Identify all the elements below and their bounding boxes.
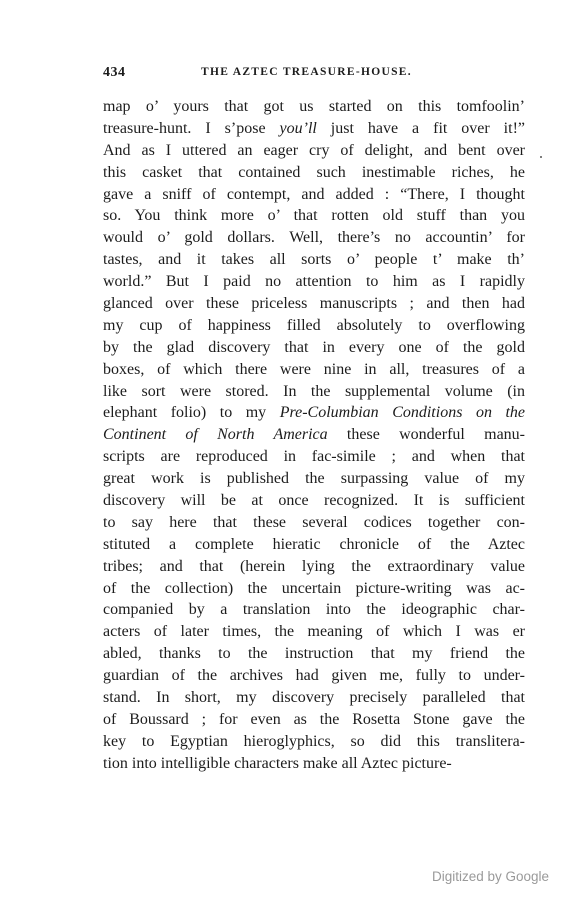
text-line — [103, 578, 525, 600]
text-line-segment: boxes, of which there were nine in all, treasures of a — [103, 360, 525, 378]
text-line-segment: discovery will be at once recognized. It is sufficient — [103, 492, 525, 510]
text-line-segment: of Boussard ; for even as the Rosetta Stone gave the — [103, 710, 525, 728]
text-line-segment: companied by a translation into the ideographic char- — [103, 601, 525, 619]
text-line — [103, 621, 525, 643]
page-number: 434 — [103, 65, 126, 80]
text-line — [103, 184, 525, 206]
text-line-segment: so. You think more o’ that rotten old stuff than you — [103, 207, 525, 225]
text-line — [103, 162, 525, 184]
text-line — [103, 468, 525, 490]
text-line — [103, 512, 525, 534]
text-line-segment: acters of later times, the meaning of which I was er — [103, 623, 525, 641]
text-line — [103, 424, 525, 446]
text-line — [103, 753, 525, 775]
text-line-segment: tastes, and it takes all sorts o’ people t’ make th’ — [103, 251, 525, 269]
text-line — [103, 293, 525, 315]
text-line — [103, 96, 525, 118]
text-line — [103, 205, 525, 227]
text-line — [103, 534, 525, 556]
italic-title-segment: Pre-Columbian Conditions on the — [279, 404, 526, 422]
text-line-segment: tion into intelligible characters make all Aztec picture- — [103, 754, 452, 772]
text-line-segment: stand. In short, my discovery precisely paralleled that — [103, 689, 525, 707]
text-line — [103, 731, 525, 753]
body-text — [103, 96, 525, 775]
text-line-segment: by the glad discovery that in every one of the gold — [103, 338, 525, 356]
text-line — [103, 599, 525, 621]
text-line-segment: gave a sniff of contempt, and added : “There, I thought — [103, 185, 525, 203]
text-line-segment: And as I uttered an eager cry of delight, and bent over — [103, 141, 525, 159]
text-line-segment: this casket that contained such inestimable riches, he — [103, 163, 525, 181]
text-line — [103, 359, 525, 381]
text-line — [103, 381, 525, 403]
text-line — [103, 402, 525, 424]
text-line-segment: glanced over these priceless manuscripts ; and then had — [103, 295, 525, 313]
text-line — [103, 687, 525, 709]
text-line-segment: stituted a complete hieratic chronicle of the Aztec — [103, 535, 525, 553]
running-head — [103, 65, 525, 83]
text-line — [103, 490, 525, 512]
text-line — [103, 556, 525, 578]
text-line-segment: to say here that these several codices together con- — [103, 513, 525, 531]
text-line-segment: abled, thanks to the instruction that my friend the — [103, 645, 525, 663]
text-line-segment: great work is published the surpassing value of my — [103, 470, 525, 488]
scan-speck — [540, 156, 542, 158]
text-line — [103, 665, 525, 687]
text-line — [103, 643, 525, 665]
text-line — [103, 249, 525, 271]
text-line-segment: my cup of happiness filled absolutely to overflowing — [103, 316, 525, 334]
text-line — [103, 709, 525, 731]
text-line-segment: of the collection) the uncertain picture-writing was ac- — [103, 579, 525, 597]
text-line-segment: elephant folio) to my — [103, 404, 280, 422]
text-line — [103, 140, 525, 162]
digitized-by-google-watermark: Digitized by Google — [432, 869, 550, 884]
text-line-segment: would o’ gold dollars. Well, there’s no accountin’ for — [103, 229, 525, 247]
text-line-segment: these wonderful manu- — [327, 426, 526, 444]
text-line-segment: tribes; and that (herein lying the extraordinary value — [103, 557, 525, 575]
text-line-segment: scripts are reproduced in fac-simile ; and when that — [103, 448, 525, 466]
text-line — [103, 446, 525, 468]
text-line-segment: treasure-hunt. I s’pose — [103, 119, 280, 137]
text-line — [103, 315, 525, 337]
italic-title-segment: you’ll — [279, 119, 317, 137]
text-line-segment: guardian of the archives had given me, fully to under- — [103, 667, 525, 685]
text-line — [103, 271, 525, 293]
text-line — [103, 118, 525, 140]
italic-title-segment: Continent of North America — [103, 426, 328, 444]
text-line — [103, 227, 525, 249]
text-line-segment: key to Egyptian hieroglyphics, so did this translitera- — [103, 732, 525, 750]
text-line — [103, 337, 525, 359]
running-title: THE AZTEC TREASURE-HOUSE. — [201, 66, 412, 78]
text-line-segment: map o’ yours that got us started on this tomfoolin’ — [103, 98, 525, 115]
text-line-segment: world.” But I paid no attention to him as I rapidly — [103, 273, 525, 291]
text-line-segment: like sort were stored. In the supplemental volume (in — [103, 382, 525, 400]
text-line-segment: just have a fit over it!” — [316, 119, 526, 137]
